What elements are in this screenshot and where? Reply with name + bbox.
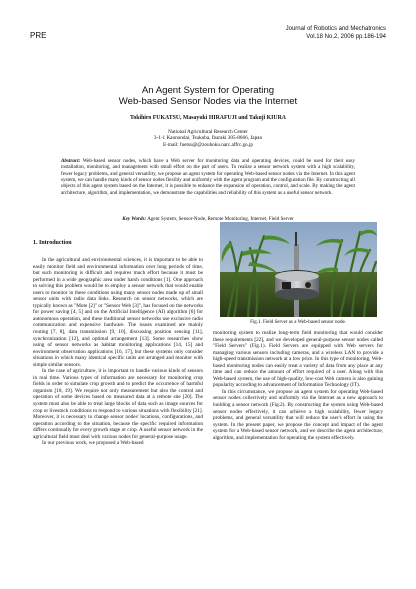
authors: Tokihiro FUKATSU, Masayuki HIRAFUJI and Takuji KIURA — [130, 115, 286, 121]
left-paragraph-3: In our previous work, we proposed a Web-based — [42, 440, 144, 447]
right-column — [213, 330, 383, 441]
journal-info — [286, 26, 386, 41]
right-paragraph-2: In this circumstance, we propose an agent system for operating Web-based sensor nodes collectively and uniformly via the Internet as a new approach to building a sensor network (Fig.2). By constructing the system using Web-based sensor nodes effectively, it can achieve a high scalability, fewer legacy problems, and general versatility that will reduce the user's effort in using the system. In the present paper, we propose the concept and impact of the agent system for a Web-based sensor network, and we describe the agent architecture, algorithm, and implementation for operating the system effectively. — [213, 388, 383, 441]
figure-caption: Fig.1. Field Server as a Web-based sensor node. — [250, 320, 346, 325]
left-paragraph-2: In the case of agriculture, it is important to handle various kinds of sensors in real time. Various types of information are necessary for monitoring crop fields in order to simulate crop growth and to predict the occurrence of harmful organism [18, 19]. We require not only measurement but also the control and operation of some devices based on measured data at a remote site [20]. The system must also be able to treat large blocks of data such as image sources for crop or livestock conditions to respond to various situations with flexibility [21]. Moreover, it is necessary to change sensor nodes' locations, configurations, and operation according to the situation, because the specific required information differs continually for every growth stage or crop. A useful sensor network in the agricultural field must deal with various nodes for general-purpose usage. — [33, 368, 203, 440]
field-server-photo — [220, 222, 377, 317]
title-line-2: Web-based Sensor Nodes via the Internet — [118, 96, 298, 107]
left-paragraph-1: In the agricultural and environmental sciences, it is important to be able to easily monitor field and environmental information over long periods of time, but such monitoring is difficult and requires much effort because it must be performed in a wide geographic area under harsh conditions [1]. One approach to solving this problem would be to employ a sensor network that would enable users to monitor in these conditions using many sensor nodes made up of small sensor units with radio data links. Research on sensor networks, which are typically known as "Mote [2]" or "Sensor Web [3]", has focused on the networks for power saving [4, 5] and on the Artificial Intelligence (AI) algorithm [6] for autonomous operation, and these traditional sensor networks use exclusive radio communication and expensive hardware. The issues examined are mainly routing [7, 8], data transmission [9, 10], discussing position sensing [11], synchronization [12], and optimal arrangement [13]. Some researches show using of sensor networks as habitat monitoring applications [14, 15] and environment observation applications [16, 17], but these systems only consider situations in which many identical specific units are arranged and monitor with simple similar sensors. — [33, 257, 203, 368]
abstract-text: Web-based sensor nodes, which have a Web server for monitoring data and operating devices, could be used for their easy installation, monitoring, and management with small effort on the part of users. To realize a sensor network system with a high scalability, fewer legacy problems, and general versatility, we propose an agent system for operating Web-based sensor nodes via the Internet. In this agent system, we can handle many kinds of sensor nodes flexibly and uniformly with the agent program and the configuration file. By constructing all objects of this agent system based on the Internet, it is possible to enhance the expansion of operation, control, and scale. By making the agent architecture, algorithm, and implementation, we demonstrate the capabilities and reliability of this system as a useful sensor network. — [61, 158, 355, 196]
journal-issue: Vol.18 No.2, 2006 pp.186-194 — [306, 33, 386, 40]
affiliation-line-1: National Agricultural Research Center — [168, 129, 248, 135]
keywords-text: Agent System, Sensor-Node, Remote Monitoring, Internet, Field Server — [147, 216, 294, 222]
affiliation — [0, 129, 416, 148]
affiliation-line-3: E-mail: fuetsu@@zouhoku.narc.affrc.go.jp — [163, 141, 253, 148]
paper-title — [0, 85, 416, 107]
affiliation-line-2: 3-1-1 Kannondai, Tsukuba, Ibaraki 305-8666, Japan — [153, 135, 263, 142]
abstract — [61, 158, 355, 196]
section-heading: 1. Introduction — [33, 240, 72, 246]
journal-name: Journal of Robotics and Mechatronics — [285, 26, 386, 32]
keywords-label: Key Words: — [122, 216, 147, 222]
abstract-label: Abstract: — [61, 158, 81, 164]
preprint-label: PRE — [30, 31, 47, 40]
left-column — [33, 257, 203, 447]
right-paragraph-1: monitoring system to realize long-term field monitoring that would consider these requirements [22], and we developed general-purpose sensor nodes called "Field Servers" (Fig.1). Field Servers are equipped with Web servers for managing various sensors including cameras, and a wireless LAN to provide a high-speed transmission network at a low price. In this type of monitoring, Web-based monitoring nodes can easily treat a variety of data from any place at any time and can reduce the amount of effort required of a user. Along with this Web-based system, the use of high-quality, low-cost Web camera is also gaining popularity according to advancement of Information Technology (IT). — [213, 330, 383, 389]
title-line-1: An Agent System for Operating — [141, 85, 275, 96]
